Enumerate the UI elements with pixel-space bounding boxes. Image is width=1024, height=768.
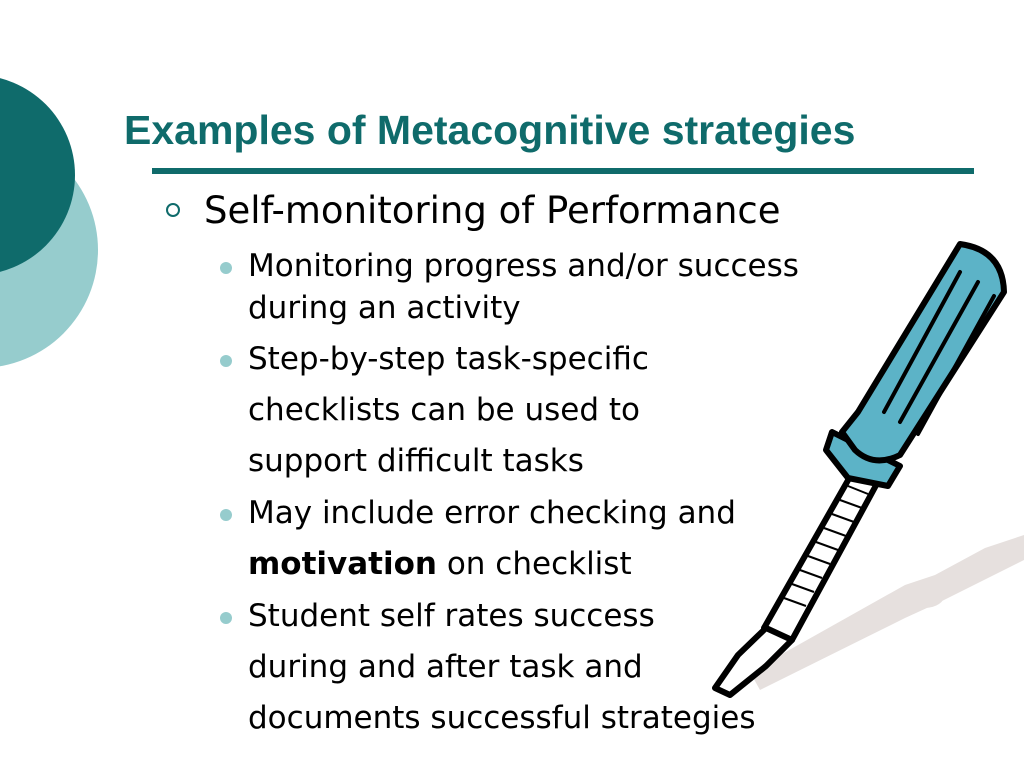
bullet-3-line-1: May include error checking and bbox=[248, 495, 736, 531]
bullet-2-line-2: checklists can be used to bbox=[248, 392, 640, 428]
dot-bullet-icon bbox=[220, 509, 232, 521]
bullet-1-line-1: Monitoring progress and/or success bbox=[248, 248, 799, 284]
bullet-3-line-2-rest: on checklist bbox=[436, 546, 632, 582]
bullet-4-line-1: Student self rates success bbox=[248, 598, 655, 634]
bullet-2-line-3: support difficult tasks bbox=[248, 443, 584, 479]
slide-title: Examples of Metacognitive strategies bbox=[124, 107, 856, 153]
dot-bullet-icon bbox=[220, 355, 232, 367]
bullet-1-line-2: during an activity bbox=[248, 290, 521, 326]
hollow-circle-bullet-icon bbox=[166, 203, 180, 217]
bullet-4-line-3: documents successful strategies bbox=[248, 700, 756, 736]
bold-motivation: motivation bbox=[248, 546, 437, 582]
title-underline bbox=[152, 168, 974, 174]
level1-heading: Self-monitoring of Performance bbox=[204, 189, 781, 232]
dot-bullet-icon bbox=[220, 262, 232, 274]
bullet-3-line-2 bbox=[248, 544, 632, 584]
dot-bullet-icon bbox=[220, 612, 232, 624]
screwdriver-icon bbox=[700, 230, 1024, 710]
bullet-4-line-2: during and after task and bbox=[248, 649, 643, 685]
bullet-2-line-1: Step-by-step task-specific bbox=[248, 341, 649, 377]
